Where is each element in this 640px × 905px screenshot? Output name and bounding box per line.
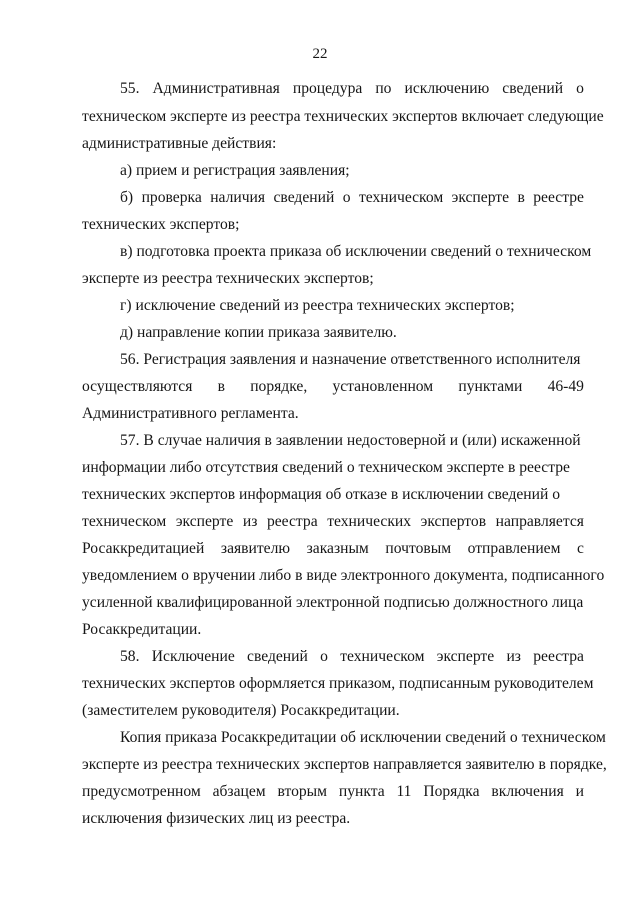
text-line: (заместителем руководителя) Росаккредитации.	[82, 702, 400, 719]
word: 55.	[120, 80, 140, 97]
text-line	[120, 648, 584, 666]
word: проверка	[141, 189, 202, 206]
word: пунктами	[458, 378, 523, 395]
word: реестра	[533, 648, 584, 665]
text-line: исключения физических лиц из реестра.	[82, 810, 351, 827]
word: установленном	[332, 378, 434, 395]
word: из	[506, 648, 521, 665]
text-line: информации либо отсутствия сведений о техническом эксперте в реестре	[82, 459, 570, 476]
text-line: эксперте из реестра технических экспертов направляется заявителю в порядке,	[82, 756, 607, 773]
text-line	[82, 513, 584, 531]
text-line: усиленной квалифицированной электронной подписью должностного лица	[82, 594, 584, 611]
word: почтовым	[385, 540, 452, 557]
word: включения	[491, 783, 564, 800]
word: направляется	[495, 513, 584, 530]
word: техническом	[82, 513, 167, 530]
word: в	[517, 189, 525, 206]
text-line	[82, 378, 584, 396]
word: отправлением	[467, 540, 561, 557]
text-line: 57. В случае наличия в заявлении недостоверной и (или) искаженной	[120, 432, 581, 449]
word: и	[575, 783, 584, 800]
word: 11	[396, 783, 412, 800]
word: с	[577, 540, 584, 557]
word: реестре	[533, 189, 584, 206]
word: Исключение	[151, 648, 235, 665]
word: в	[217, 378, 225, 395]
text-line	[82, 540, 584, 558]
word: заявителю	[220, 540, 291, 557]
word: предусмотренном	[82, 783, 201, 800]
word: о	[576, 80, 584, 97]
word: абзацем	[212, 783, 266, 800]
word: техническом	[358, 189, 444, 206]
word: пункта	[338, 783, 385, 800]
word: из	[242, 513, 258, 530]
text-line	[120, 80, 584, 98]
text-line: технических экспертов информация об отказе в исключении сведений о	[82, 486, 561, 503]
word: порядке,	[250, 378, 308, 395]
word: эксперте	[451, 189, 510, 206]
word: процедура	[292, 80, 363, 97]
text-line: эксперте из реестра технических экспертов;	[82, 270, 374, 287]
word: осуществляются	[82, 378, 193, 395]
word: б)	[120, 189, 134, 206]
word: о	[320, 648, 328, 665]
word: заказным	[306, 540, 369, 557]
text-line	[120, 189, 584, 207]
word: эксперте	[436, 648, 495, 665]
text-line: технических экспертов;	[82, 216, 240, 233]
text-line: г) исключение сведений из реестра технических экспертов;	[120, 297, 515, 314]
word: экспертов	[420, 513, 487, 530]
text-line: 56. Регистрация заявления и назначение ответственного исполнителя	[120, 351, 581, 368]
text-line: Административного регламента.	[82, 405, 299, 422]
word: сведений	[502, 80, 564, 97]
text-line: технических экспертов оформляется приказом, подписанным руководителем	[82, 675, 594, 692]
word: Административная	[152, 80, 280, 97]
word: 58.	[120, 648, 140, 665]
text-line: Росаккредитации.	[82, 621, 202, 638]
word: техническом	[340, 648, 425, 665]
word: исключению	[404, 80, 490, 97]
word: сведений	[247, 648, 308, 665]
text-line: уведомлением о вручении либо в виде электронного документа, подписанного	[82, 567, 605, 584]
word: о	[342, 189, 351, 206]
text-line: в) подготовка проекта приказа об исключении сведений о техническом	[120, 243, 592, 260]
word: наличия	[210, 189, 266, 206]
word: технических	[327, 513, 412, 530]
word: Порядка	[423, 783, 480, 800]
text-line: д) направление копии приказа заявителю.	[120, 324, 397, 341]
word: реестра	[266, 513, 318, 530]
word: вторым	[277, 783, 328, 800]
text-line: Копия приказа Росаккредитации об исключении сведений о техническом	[120, 729, 606, 746]
word: по	[375, 80, 392, 97]
text-line: административные действия:	[82, 135, 277, 152]
text-line: а) прием и регистрация заявления;	[120, 162, 350, 179]
text-line: техническом эксперте из реестра технических экспертов включает следующие	[82, 108, 604, 125]
page-number: 22	[312, 46, 328, 62]
word: эксперте	[175, 513, 234, 530]
text-line	[82, 783, 584, 801]
word: сведений	[273, 189, 335, 206]
word: 46-49	[547, 378, 584, 395]
word: Росаккредитацией	[82, 540, 205, 557]
